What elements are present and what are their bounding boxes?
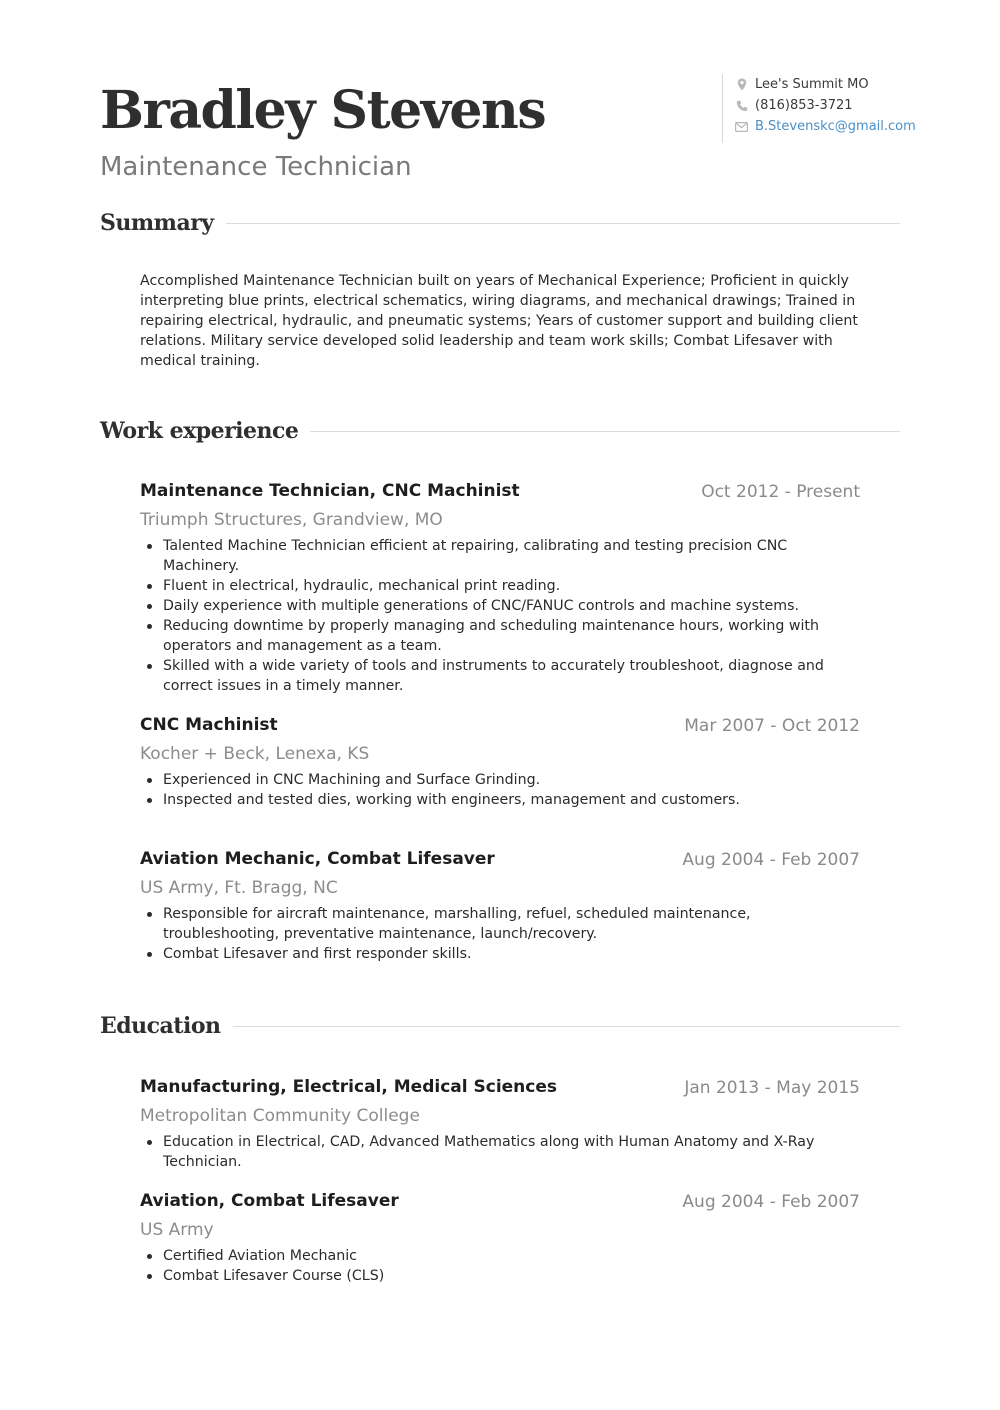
- list-item: Inspected and tested dies, working with engineers, management and customers.: [163, 790, 860, 810]
- education-section-heading: [100, 1009, 900, 1043]
- list-item: Education in Electrical, CAD, Advanced Mathematics along with Human Anatomy and X-Ray Technician.: [163, 1132, 860, 1172]
- summary-text: Accomplished Maintenance Technician built on years of Mechanical Experience; Proficient in quickly interpreting blue prints, electrical schematics, wiring diagrams, and mechanical drawings; Trained in repairing electrical, hydraulic, and pneumatic systems; Years of customer support and building client relations. Military service developed solid leadership and team work skills; Combat Lifesaver with medical training.: [140, 273, 858, 369]
- entry-bullets: [140, 1132, 860, 1172]
- work-section-heading: [100, 414, 900, 448]
- list-item: Responsible for aircraft maintenance, marshalling, refuel, scheduled maintenance, troubleshooting, preventative maintenance, launch/recovery.: [163, 904, 860, 944]
- work-entry: [140, 478, 860, 696]
- entry-organization: US Army: [140, 1220, 214, 1240]
- entry-date: Aug 2004 - Feb 2007: [682, 850, 860, 870]
- list-item: Combat Lifesaver Course (CLS): [163, 1266, 860, 1286]
- candidate-name: Bradley Stevens: [100, 80, 546, 141]
- contact-phone: [735, 95, 900, 116]
- entry-organization: Metropolitan Community College: [140, 1106, 420, 1126]
- entry-title: CNC Machinist: [140, 715, 278, 735]
- entry-date: Oct 2012 - Present: [701, 482, 860, 502]
- contact-phone-text: (816)853-3721: [755, 98, 853, 113]
- section-divider: [226, 223, 900, 224]
- list-item: Fluent in electrical, hydraulic, mechanical print reading.: [163, 576, 860, 596]
- contact-email-link[interactable]: B.Stevenskc@gmail.com: [755, 119, 916, 134]
- list-item: Talented Machine Technician efficient at repairing, calibrating and testing precision CNC Machinery.: [163, 536, 860, 576]
- summary-section-heading: [100, 206, 900, 240]
- entry-title: Maintenance Technician, CNC Machinist: [140, 481, 520, 501]
- envelope-icon: [735, 120, 748, 133]
- contact-email[interactable]: [735, 116, 916, 137]
- education-heading: Education: [100, 1013, 221, 1039]
- entry-bullets: [140, 1246, 860, 1286]
- work-heading: Work experience: [100, 418, 299, 444]
- education-entry: [140, 1188, 860, 1286]
- entry-organization: Triumph Structures, Grandview, MO: [140, 510, 443, 530]
- contact-block: [722, 74, 916, 143]
- list-item: Certified Aviation Mechanic: [163, 1246, 860, 1266]
- summary-heading: Summary: [100, 210, 214, 236]
- phone-icon: [735, 99, 748, 112]
- entry-organization: US Army, Ft. Bragg, NC: [140, 878, 338, 898]
- work-entry: [140, 846, 860, 964]
- list-item: Reducing downtime by properly managing and scheduling maintenance hours, working with operators and management as a team.: [163, 616, 860, 656]
- list-item: Daily experience with multiple generations of CNC/FANUC controls and machine systems.: [163, 596, 860, 616]
- map-pin-icon: [735, 78, 748, 91]
- resume-header: [100, 77, 916, 198]
- entry-bullets: [140, 904, 860, 964]
- section-divider: [310, 431, 900, 432]
- entry-bullets: [140, 536, 860, 696]
- education-entry: [140, 1074, 860, 1172]
- entry-date: Jan 2013 - May 2015: [684, 1078, 860, 1098]
- entry-bullets: [140, 770, 860, 810]
- entry-title: Aviation, Combat Lifesaver: [140, 1191, 399, 1211]
- list-item: Skilled with a wide variety of tools and instruments to accurately troubleshoot, diagnose and correct issues in a timely manner.: [163, 656, 860, 696]
- entry-date: Aug 2004 - Feb 2007: [682, 1192, 860, 1212]
- entry-organization: Kocher + Beck, Lenexa, KS: [140, 744, 370, 764]
- entry-title: Manufacturing, Electrical, Medical Sciences: [140, 1077, 558, 1097]
- entry-date: Mar 2007 - Oct 2012: [684, 716, 860, 736]
- list-item: Experienced in CNC Machining and Surface Grinding.: [163, 770, 860, 790]
- candidate-role: Maintenance Technician: [100, 152, 412, 182]
- contact-location-text: Lee's Summit MO: [755, 77, 869, 92]
- entry-title: Aviation Mechanic, Combat Lifesaver: [140, 849, 495, 869]
- contact-location: [735, 74, 900, 95]
- work-entry: [140, 712, 860, 810]
- section-divider: [233, 1026, 901, 1027]
- list-item: Combat Lifesaver and first responder skills.: [163, 944, 860, 964]
